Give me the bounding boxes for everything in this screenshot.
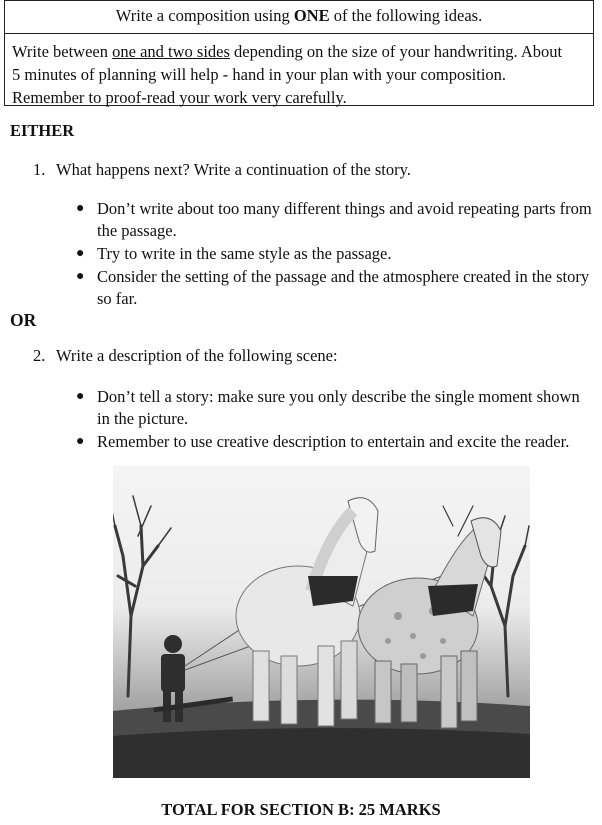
bullet-text: Remember to use creative description to entertain and excite the reader. — [97, 432, 570, 451]
instructions-line-3: Remember to proof-read your work very carefully. — [12, 88, 347, 107]
either-label: EITHER — [10, 121, 75, 140]
question-1-number: 1. — [33, 160, 46, 179]
question-1-text: What happens next? Write a continuation of the story. — [56, 160, 411, 179]
instructions-heading — [5, 1, 593, 34]
list-item — [75, 243, 595, 265]
list-item — [75, 198, 595, 242]
ploughing-horses-photo — [113, 466, 530, 778]
bullet-text: Try to write in the same style as the passage. — [97, 244, 392, 263]
question-1-bullets — [75, 198, 595, 310]
bullet-icon: ● — [76, 389, 85, 404]
question-2-number: 2. — [33, 346, 46, 365]
instructions-body — [5, 34, 593, 109]
or-label: OR — [10, 310, 37, 330]
heading-text-end: of the following ideas. — [329, 6, 483, 25]
bullet-icon: ● — [76, 201, 85, 216]
section-total: TOTAL FOR SECTION B: 25 MARKS — [161, 800, 441, 819]
bullet-text: Don’t write about too many different things and avoid repeating parts from the passage. — [97, 199, 592, 240]
list-item — [75, 266, 595, 310]
photo-illustration — [113, 466, 530, 778]
heading-text-start: Write a composition using — [115, 6, 294, 25]
line1-end: depending on the size of your handwriting. About — [229, 42, 563, 61]
bullet-text: Consider the setting of the passage and the atmosphere created in the story so far. — [97, 267, 590, 308]
bullet-icon: ● — [76, 434, 85, 449]
line1-start: Write between — [12, 42, 113, 61]
bullet-icon: ● — [76, 269, 85, 284]
line1-underlined: one and two sides — [112, 42, 230, 61]
list-item — [75, 386, 595, 430]
instructions-box — [4, 0, 594, 106]
question-2 — [33, 346, 338, 366]
list-item — [75, 431, 595, 453]
question-2-bullets — [75, 386, 595, 453]
question-1 — [33, 160, 411, 180]
bullet-text: Don’t tell a story: make sure you only describe the single moment shown in the picture. — [97, 387, 580, 428]
question-2-text: Write a description of the following scene: — [56, 346, 338, 365]
instructions-line-1 — [12, 40, 587, 63]
bullet-icon: ● — [76, 246, 85, 261]
heading-bold-text: ONE — [293, 6, 330, 25]
instructions-line-2: 5 minutes of planning will help - hand in your plan with your composition. — [12, 65, 507, 84]
